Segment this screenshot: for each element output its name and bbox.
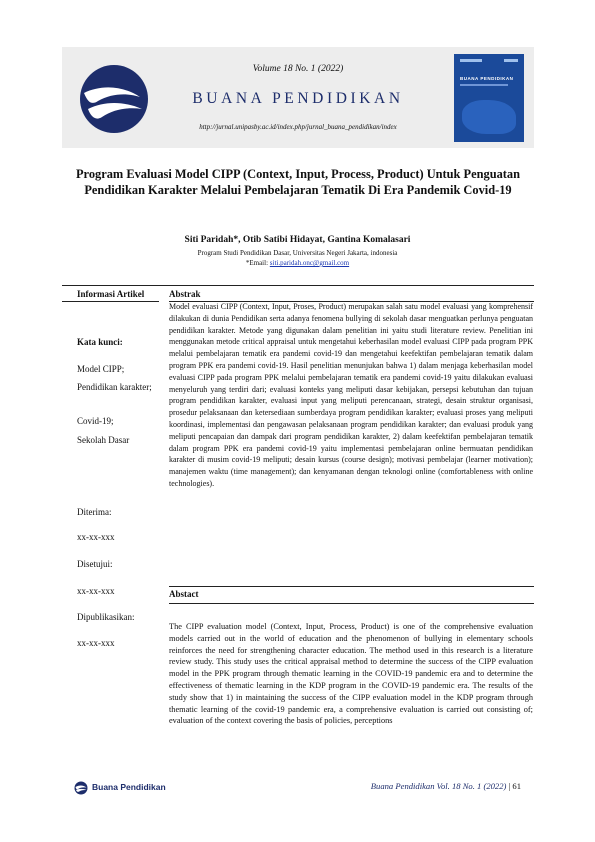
paper-title: Program Evaluasi Model CIPP (Context, Input, Process, Product) Untuk Penguatan Pendidikan Karakter Melalui Pembelajaran Tematik Di Era Pandemik Covid-19 bbox=[75, 167, 520, 197]
abstract-heading: Abstact bbox=[169, 589, 199, 599]
abstrak-heading: Abstrak bbox=[169, 289, 201, 299]
author-affiliation: Program Studi Pendidikan Dasar, Universitas Negeri Jakarta, indonesia bbox=[197, 249, 398, 257]
abstrak-text: Model evaluasi CIPP (Context, Input, Proses, Product) merupakan salah satu model evaluasi yang komprehensif dilakukan di dunia Pendidikan serta adanya fenomena bullying di sekolah dasar menguatkan perlunya penguatan pendidikan karakter. Metode yang digunakan dalam penelitian ini yaitu studi literature review. Penelitian ini menggunakan metode critical appraisal untuk mengetahui keberhasilan model evaluasi CIPP pada program PPK melalui pembelajaran tematik era pandemi covid-19 dan mengetahui keefektifan pembelajaran tematik dalam program PPK era pandemi covid-19. Hasil penelitian menunjukan bahwa 1) dalam menjaga keberhasilan model evaluasi CIPP pada program PPK melalui pembelajaran tematik era pandemi covid-19 yaitu dilakukan evaluasi menyeluruh yang terdiri dari; evaluasi konteks yang meliputi dasar kebijakan, persepsi kebutuhan dan tujuan program pendidikan karakter, evaluasi input yang meliputi perencanaan, strategi, desain struktur organisasi, prosedur pelaksanaan dan ketersediaan sumberdaya program pendidikan karakter; evaluasi proses yang meliputi koordinasi, implementasi dan pengawasan pelaksanaan program pendidikan karakter; dan evaluasi produk yang meliputi pencapaian dan dampak dari program pendidikan karakter, 2) dalam keefektifan pembelajaran tematik dalam program PPK era pandemi covid-19 yaitu implementasi pembelajaran online bermuatan pendidikan karakter di musim covid-19 meliputi; desain kursus (course design); motivasi pembelajar (learner motivation); manajemen waktu (time management); dan kenyamanan dengan teknologi online (comfortableness with online technologies). bbox=[169, 302, 533, 488]
abstract-text: The CIPP evaluation model (Context, Input, Process, Product) is one of the comprehensive evaluation models carried out in the world of education and the phenomenon of bullying in elementary schools reinforces the need for strengthening character education. The method used in this research is a literature review study. This study uses the critical appraisal method to determine the success of the CIPP evaluation model in the PPK program through thematic learning in the COVID-19 pandemic era and to determine the effectiveness of thematic learning in the KDP program in the COVID-19 pandemic era. The results of the study show that 1) in maintaining the success of the CIPP evaluation model in the KDP program through thematic learning of the covid-19 pandemic era, a comprehensive evaluation is carried out consisting of; evaluation of the context covering the basis of policies, perceptions bbox=[169, 622, 533, 726]
footer-logo-icon bbox=[74, 781, 88, 795]
author-email-line bbox=[0, 259, 595, 267]
keywords-label: Kata kunci: bbox=[77, 337, 123, 347]
keyword-item: Pendidikan karakter; bbox=[77, 382, 152, 392]
footer-brand: Buana Pendidikan bbox=[92, 782, 166, 792]
keyword-item: Covid-19; bbox=[77, 416, 114, 426]
cover-decoration bbox=[504, 59, 518, 62]
paper-authors: Siti Paridah*, Otib Satibi Hidayat, Gantina Komalasari bbox=[184, 235, 411, 245]
author-email-link[interactable]: siti.paridah.onc@gmail.com bbox=[269, 259, 350, 267]
footer-citation bbox=[371, 781, 521, 791]
journal-url[interactable]: http://jurnal.unipasby.ac.id/index.php/jurnal_buana_pendidikan/index bbox=[199, 123, 397, 131]
journal-title: BUANA PENDIDIKAN bbox=[192, 90, 404, 107]
received-label: Diterima: bbox=[77, 507, 112, 517]
journal-cover-image bbox=[454, 54, 524, 142]
article-info-heading: Informasi Artikel bbox=[77, 289, 145, 299]
footer-journal: Buana Pendidikan Vol. 18 No. 1 (2022) bbox=[370, 781, 507, 791]
published-label: Dipublikasikan: bbox=[77, 612, 135, 622]
journal-volume: Volume 18 No. 1 (2022) bbox=[252, 64, 344, 74]
abstract-bottom-rule bbox=[169, 603, 534, 604]
keyword-item: Sekolah Dasar bbox=[77, 435, 130, 445]
cover-decoration bbox=[460, 84, 508, 86]
approved-label: Disetujui: bbox=[77, 559, 113, 569]
published-date: xx-xx-xxx bbox=[77, 638, 115, 648]
cover-decoration bbox=[462, 100, 516, 134]
footer-separator: | bbox=[506, 781, 513, 791]
received-date: xx-xx-xxx bbox=[77, 532, 115, 542]
cover-decoration bbox=[460, 59, 482, 62]
journal-header bbox=[62, 47, 534, 148]
email-label: *Email: bbox=[245, 259, 270, 267]
keyword-item: Model CIPP; bbox=[77, 364, 125, 374]
left-header-rule bbox=[62, 301, 159, 302]
approved-date: xx-xx-xxx bbox=[77, 586, 115, 596]
page-number: 61 bbox=[512, 781, 521, 791]
abstract-top-rule bbox=[169, 586, 534, 587]
top-rule bbox=[62, 285, 534, 286]
cover-title: BUANA PENDIDIKAN bbox=[460, 76, 514, 81]
